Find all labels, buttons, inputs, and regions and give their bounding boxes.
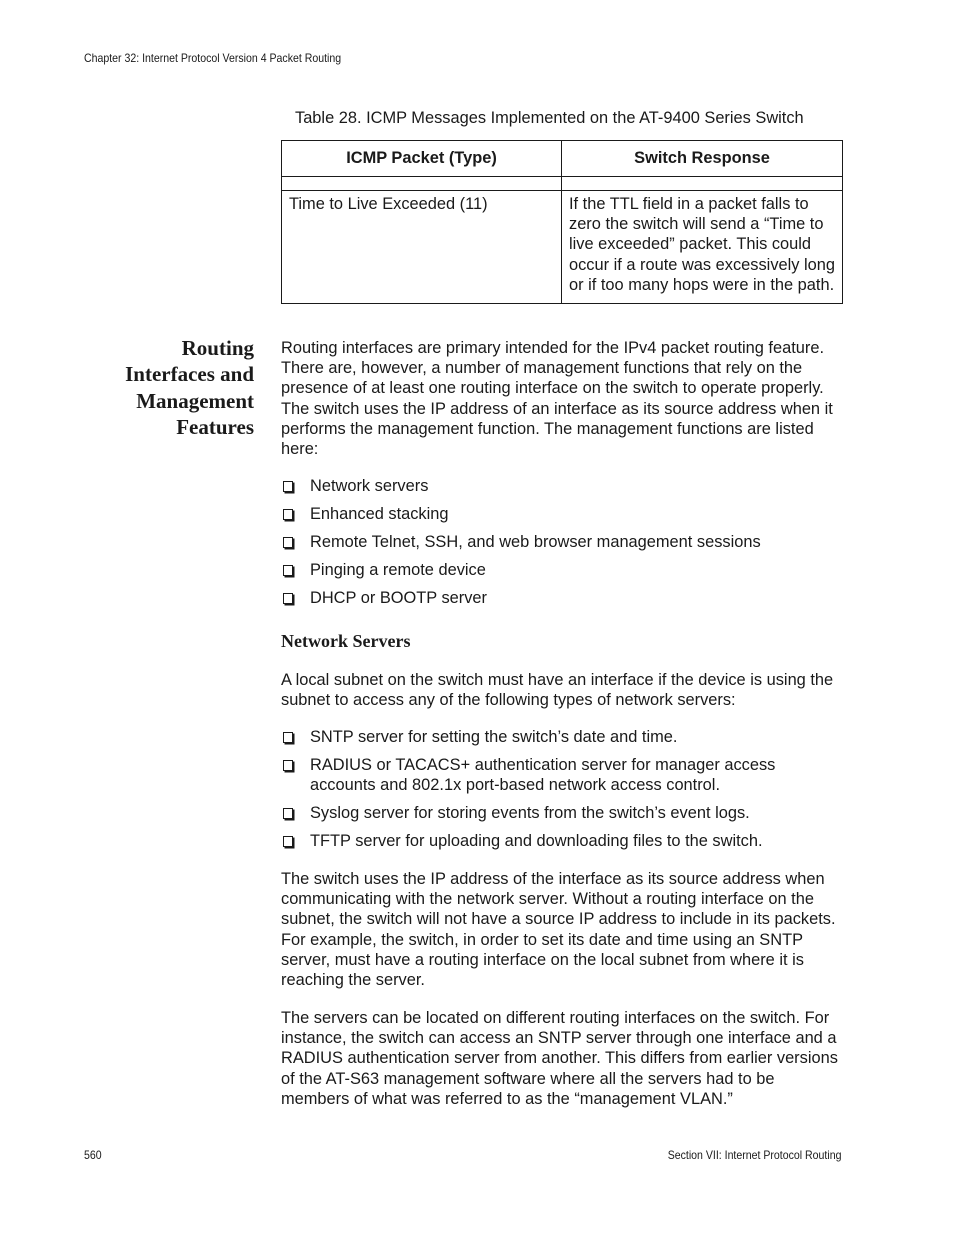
- list-item: [281, 727, 841, 747]
- list-item: [281, 831, 841, 851]
- column-header-switch-response: Switch Response: [562, 141, 843, 177]
- cell-packet-type: Time to Live Exceeded (11): [282, 191, 562, 304]
- section-heading-line: Features: [176, 415, 254, 440]
- checkbox-bullet-icon: [283, 509, 293, 520]
- section-heading-line: Management: [136, 388, 254, 413]
- subsection-heading: Network Servers: [281, 631, 411, 651]
- checkbox-bullet-icon: [283, 808, 293, 819]
- section-heading-line: Routing: [181, 336, 254, 360]
- list-item-text: Remote Telnet, SSH, and web browser management sessions: [310, 533, 761, 551]
- list-item-text: SNTP server for setting the switch’s date and time.: [310, 728, 678, 746]
- list-item: [281, 532, 841, 552]
- cell-switch-response: If the TTL field in a packet falls to zero the switch will send a “Time to live exceeded” packet. This could occur if a route was excessively long or if too many hops were in the path.: [562, 191, 843, 304]
- paragraph-block: [281, 869, 841, 990]
- list-item: [281, 588, 841, 608]
- network-servers-intro: A local subnet on the switch must have an interface if the device is using the subnet to access any of the following types of network servers:: [281, 671, 834, 710]
- paragraph-source-address: The switch uses the IP address of the interface as its source address when communicating with the network server. Without a routing interface on the subnet, the switch will not have a source IP address to include in its packets. For example, the switch, in order to set its date and time using an SNTP server, must have a routing interface on the local subnet from where it is reaching the server.: [281, 870, 836, 990]
- table-caption: Table 28. ICMP Messages Implemented on the AT-9400 Series Switch: [295, 109, 804, 127]
- network-servers-list: [281, 727, 841, 851]
- list-item-text: TFTP server for uploading and downloading files to the switch.: [310, 832, 763, 851]
- list-item: [281, 476, 841, 496]
- checkbox-bullet-icon: [283, 537, 293, 548]
- management-functions-block: [281, 476, 841, 616]
- section-heading-line: Interfaces and: [125, 362, 254, 387]
- header-separator: [282, 177, 843, 191]
- checkbox-bullet-icon: [283, 481, 293, 492]
- list-item-text: Enhanced stacking: [310, 505, 449, 523]
- checkbox-bullet-icon: [283, 593, 293, 604]
- column-header-packet-type: ICMP Packet (Type): [282, 141, 562, 177]
- running-head: Chapter 32: Internet Protocol Version 4 Packet Routing: [84, 51, 342, 65]
- checkbox-bullet-icon: [283, 565, 293, 576]
- table-header-row: [282, 141, 843, 177]
- network-servers-intro-block: [281, 670, 841, 710]
- list-item-text: Syslog server for storing events from the switch’s event logs.: [310, 804, 750, 823]
- section-intro-block: [281, 338, 841, 459]
- list-item-text: Pinging a remote device: [310, 561, 486, 579]
- list-item-text: Network servers: [310, 477, 429, 495]
- list-item-text: DHCP or BOOTP server: [310, 589, 487, 607]
- list-item: [281, 803, 841, 823]
- checkbox-bullet-icon: [283, 760, 293, 771]
- paragraph-block: [281, 1008, 841, 1109]
- section-intro: Routing interfaces are primary intended for the IPv4 packet routing feature. There are, however, a number of management functions that rely on the presence of at least one routing interface on the switch to operate properly. The switch uses the IP address of an interface as its source address when it performs the management function. The management functions are listed here:: [281, 339, 833, 459]
- section-heading: [60, 335, 254, 441]
- page-number: 560: [84, 1148, 102, 1162]
- list-item: [281, 504, 841, 524]
- list-item: [281, 755, 841, 795]
- list-item-text: RADIUS or TACACS+ authentication server for manager access accounts and 802.1x port-based network access control.: [310, 756, 776, 795]
- footer-section-title: Section VII: Internet Protocol Routing: [667, 1148, 841, 1162]
- table-row: [282, 191, 843, 304]
- network-servers-block: [281, 727, 841, 859]
- management-functions-list: [281, 476, 841, 608]
- list-item: [281, 560, 841, 580]
- paragraph-server-locations: The servers can be located on different routing interfaces on the switch. For instance, the switch can access an SNTP server through one interface and a RADIUS authentication server from another. This differs from earlier versions of the AT-S63 management software where all the servers had to be members of what was referred to as the “management VLAN.”: [281, 1009, 838, 1108]
- icmp-messages-table: [281, 140, 843, 304]
- checkbox-bullet-icon: [283, 732, 293, 743]
- checkbox-bullet-icon: [283, 836, 293, 847]
